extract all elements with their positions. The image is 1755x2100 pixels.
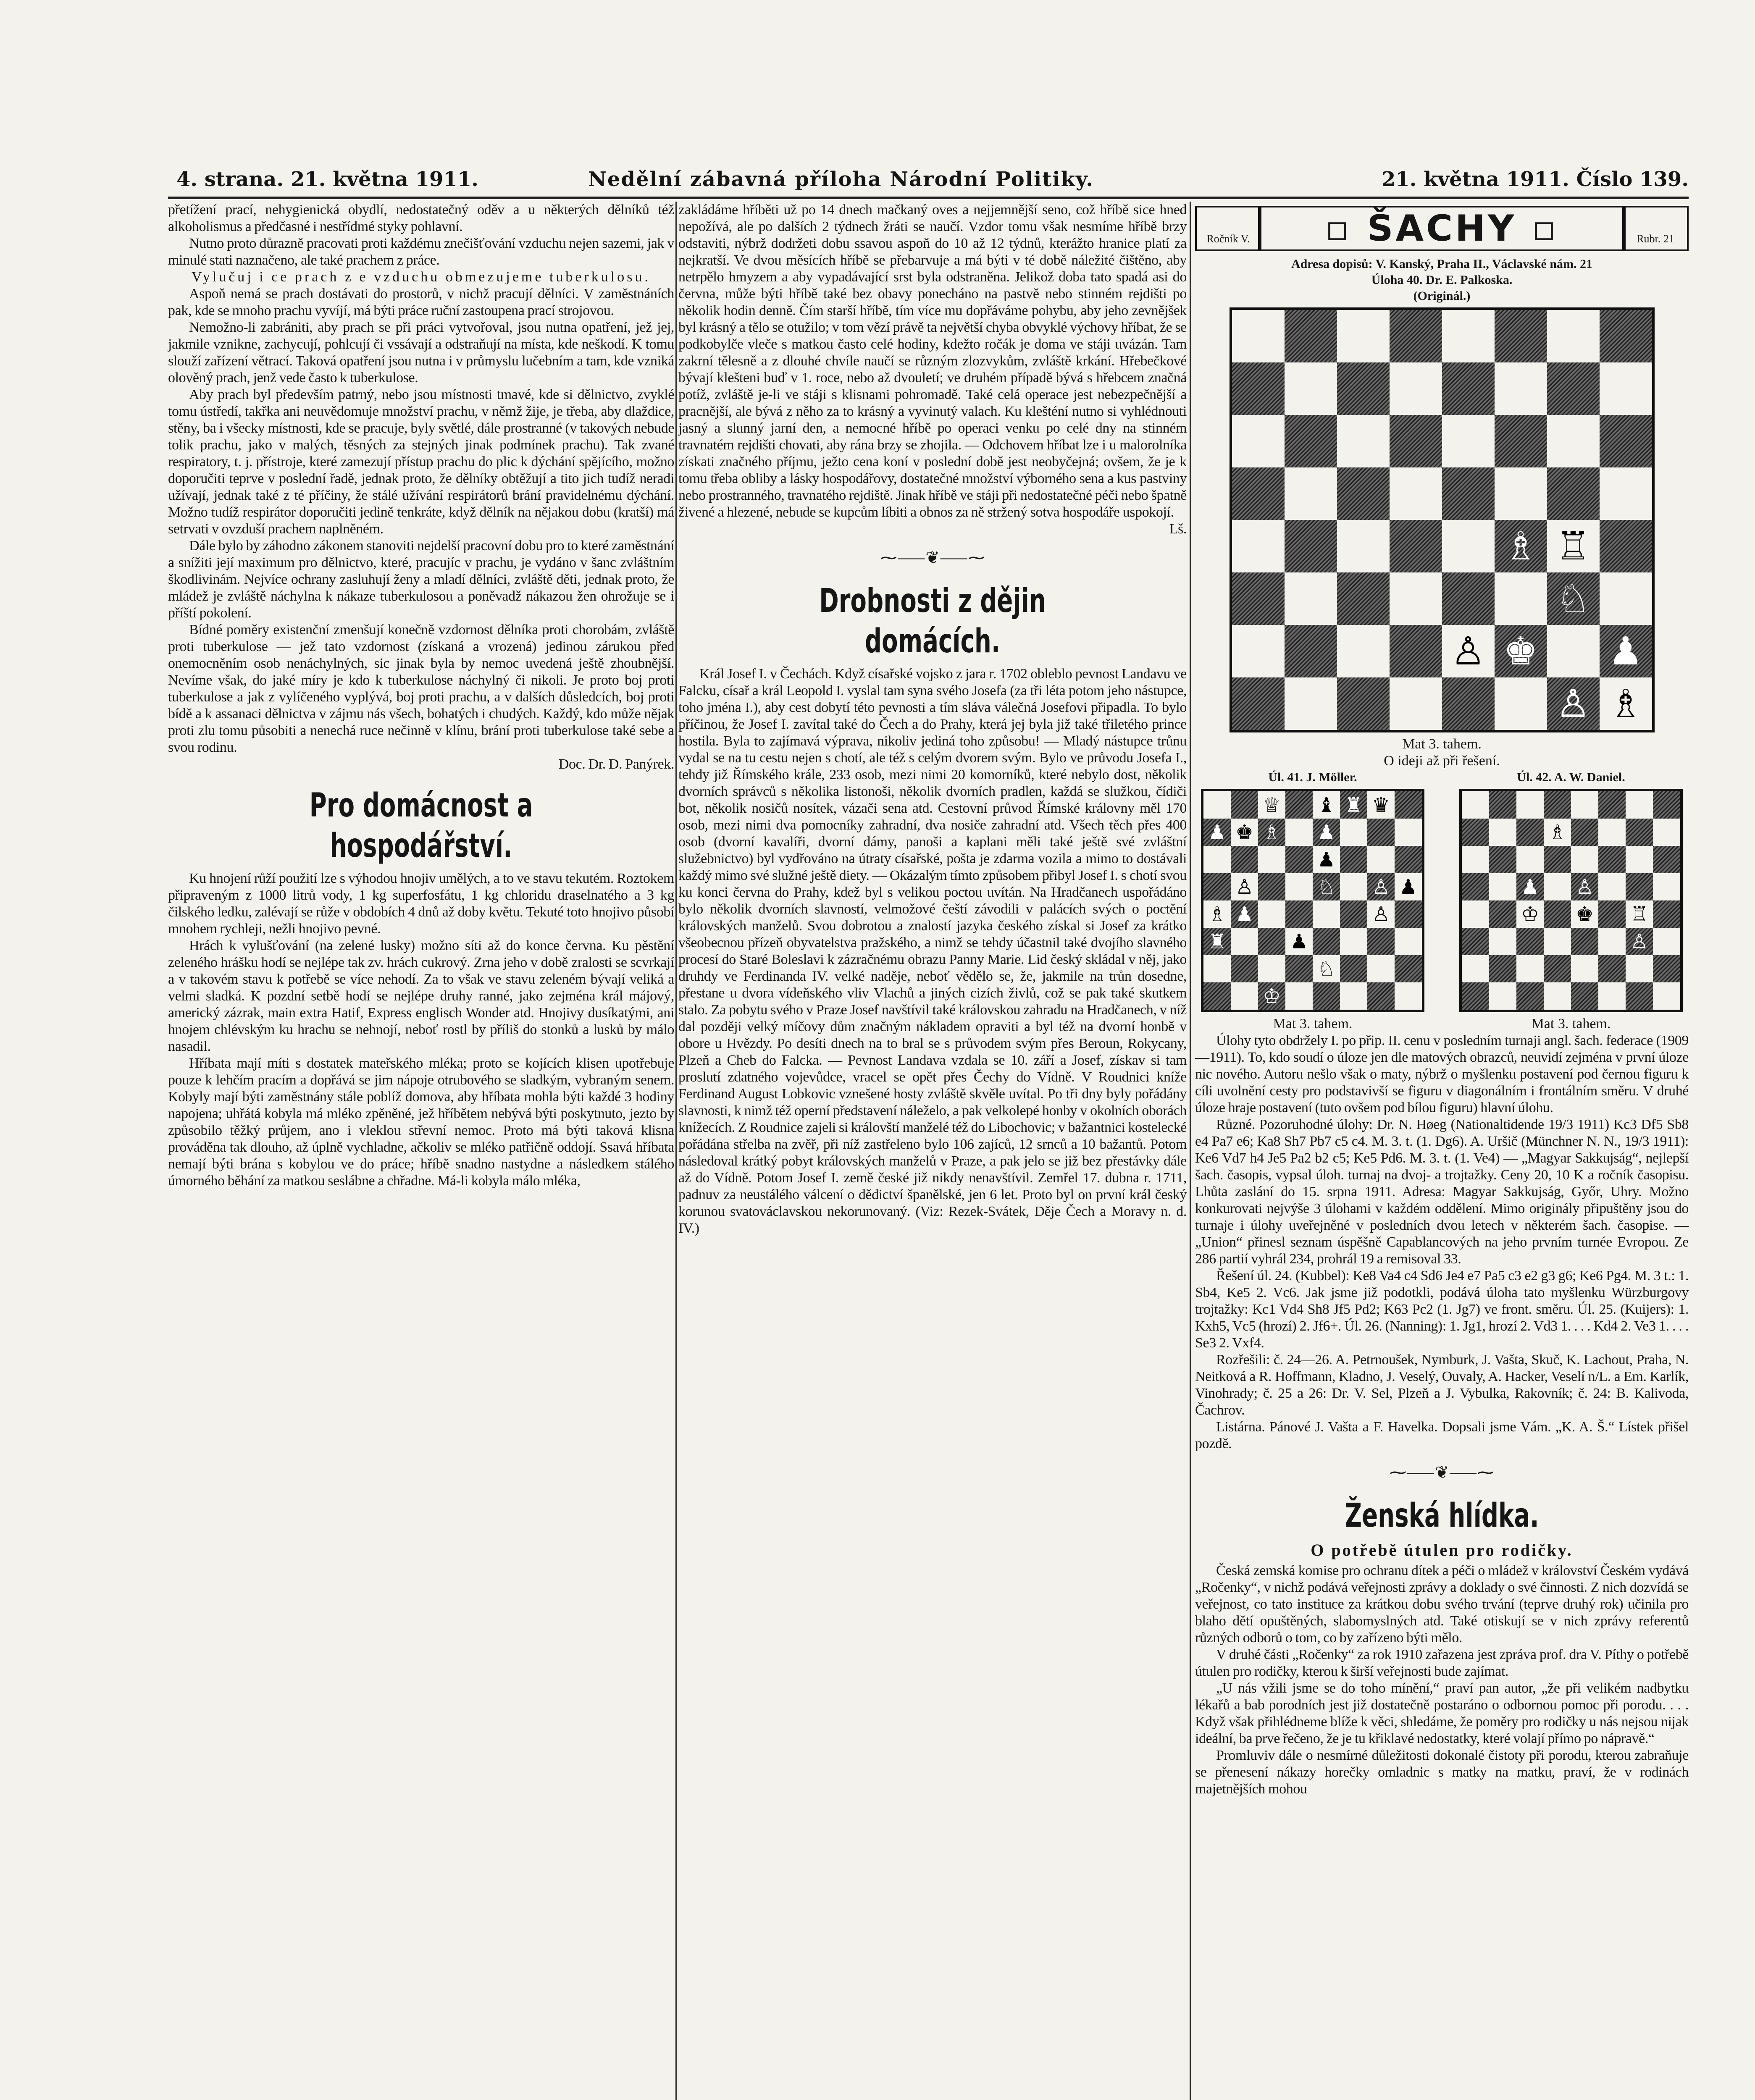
divider-ornament: ⁓⸺❦⸺⁓ — [1390, 1463, 1494, 1482]
board-square — [1571, 900, 1598, 928]
paragraph: Král Josef I. v Čechách. Když císařské vojsko z jara r. 1702 obleblo pevnost Landavu ve Falcku, císař a král Leopold I. vyslal tam syna svého Josefa (za tři léta potom jeho nástupce, toho jména I.), aby cest dobytí této pevnosti a tím sláva válečná Josefovi připadla. To bylo příčinou, že Josef I. zavítal také do Čech a do Prahy, která jej byla již také třiletého prince hostila. Byla to zajímavá výprava, nikoliv jediná toho způsobu! — Mladý nástupce trůnu vydal se na tu cestu nejen s chotí, ale též s celým dvorem svým. Bylo ve průvodu Josefa I., tehdy již Římského krále, 233 osob, mezi nimi 20 komorníků, které nebylo dost, několik dvorních správců s několika listonoši, několik dvorních pradlen, každá se služkou, čídiči bot, několik nosičů nosítek, vázači sena atd. Cestovní průvod Římské královny měl 170 osob, mezi nimi dva pomocníky zahradní, dva nosiče zahradní atd. Všech těch přes 400 osob (dvorní kavalíři, dvorní dámy, panoši a kaplani měli také ještě své zvláštní služebnictvo) byl vydřováno na útraty císařské, pošta je zdarma vozila a mimo to dostávali každý mimo své služné ještě diety. — Okázalým tímto způsobem přibyl Josef I. s chotí svou ku konci června do Prahy, kdež byl s velikou poctou uvítán. Na Hradčanech uspořádáno bylo několik dvorních slavností, velmožové čeští závodili v palácích svých o poctění královských manželů. Svou dobrotou a znalostí jazyka českého získal si Josef za krátko všeobecnou přízeň obyvatelstva pražského, a nimž se tehdy účastnil také dvojího slavného procesí do Staré Boleslavi k zázračnému obrazu Panny Marie. Lid český skládal v něj, jako druhdy ve Ferdinanda IV. velké naděje, neboť vědělo se, že, jakmile na trůn dosedne, přestane u dvora vídeňského vliv Vlachů a jiných cizích živlů, což se pak také skutkem stalo. Za pobytu svého v Praze Josef navštívil také královskou zahradu na Hradčanech, v níž dal později velký míčovy dům značným nákladem opraviti a byl též na dvorní honbě v obore u Hvězdy. Po desíti dnech na to bral se s průvodem svým přes Beroun, Rokycany, Plzeň a Cheb do Falcka. — Pevnost Landava vzdala se 10. září a Josef, získav si tam proslutí zdatného vojevůdce, vracel se opět přes Čechy do Vídně. V Roudnici kníže Ferdinand August Lobkovic vznešené hosty zvláště skvěle uvítal. Po tři dny byly pořádány slavnosti, k nimž též operní představení náleželo, a pak velkolepé honby v okolních oborách knížecích. Z Roudnice zajeli si královští manželé též do Libochovic; v bažantnici kostelecké pořádána střelba na zvěř, při níž zastřeleno bylo 106 zajíců, 12 srnců a 10 bažantů. Potom následoval krátký pobyt královských manželů v Praze, a pak jelo se již bez přestávky dále až do Vídně. Potom Josef I. země české již nikdy nenavštívil. Zemřel 17. dubna r. 1711, padnuv za neustálého válcení o dědictví španělské, jen 6 let. Proto byl on první král český korunou svatováclavskou nekorunovaný. (Viz: Rezek-Svátek, Děje Čech a Moravy n. d. IV.) — [678, 666, 1187, 1236]
board-square — [1547, 677, 1600, 730]
paragraph: Nutno proto důrazně pracovati proti každému znečišťování vzduchu nejen sazemi, jak v minulé stati naznačeno, ale také prachem z práce. — [168, 236, 674, 268]
chess-board-42 — [1459, 789, 1683, 1012]
board-square — [1367, 791, 1395, 819]
paragraph: Nemožno-li zabrániti, aby prach se při práci vytvořoval, jsou nutna opatření, jež jej, jakmile vznikne, zachycují, pohlcují či vssávají a odstraňují na místa, kde neškodí. K tomu slouží zařízení větrací. Taková opatření jsou nutna i v průmyslu lučebním a tam, kde vzniká olověný prach, jenž vede často k tuberkulose. — [168, 320, 674, 386]
board-square — [1337, 467, 1390, 520]
chess-piece-icon: ♕ — [1262, 793, 1281, 817]
board-square — [1367, 873, 1395, 900]
board-square — [1203, 955, 1231, 982]
board-square — [1285, 900, 1313, 928]
board-square — [1395, 928, 1422, 955]
board-square — [1340, 982, 1367, 1010]
board-square — [1462, 982, 1489, 1010]
chess-piece-icon: ♟ — [1235, 902, 1254, 926]
chess-piece-icon: ♚ — [1575, 902, 1594, 926]
chess-piece-icon: ♟ — [1399, 875, 1418, 899]
task-40-note: O ideji až při řešení. — [1384, 753, 1500, 769]
board-square — [1232, 625, 1285, 677]
board-square — [1547, 362, 1600, 415]
chess-piece-icon: ♗ — [1262, 820, 1281, 844]
board-square — [1285, 520, 1337, 572]
board-square — [1313, 819, 1340, 846]
board-square — [1231, 982, 1258, 1010]
emphasis-line: Vylučuj i ce prach z e vzduchu obmezujeme tuberkulosu. — [191, 269, 651, 285]
board-square — [1653, 846, 1680, 873]
board-square — [1231, 955, 1258, 982]
chess-piece-icon: ♙ — [1555, 681, 1591, 726]
board-square — [1231, 791, 1258, 819]
board-square — [1516, 819, 1544, 846]
header-date-left: 4. strana. 21. května 1911. — [176, 168, 478, 191]
board-square — [1462, 846, 1489, 873]
task-42-caption: Mat 3. tahem. — [1531, 1016, 1611, 1032]
board-square — [1598, 900, 1626, 928]
board-square — [1231, 900, 1258, 928]
board-square — [1390, 520, 1442, 572]
board-square — [1232, 572, 1285, 625]
chess-piece-icon: ♙ — [1235, 875, 1254, 899]
board-square — [1653, 928, 1680, 955]
board-square — [1232, 467, 1285, 520]
board-square — [1231, 819, 1258, 846]
board-square — [1495, 362, 1547, 415]
column-divider — [1190, 202, 1191, 2100]
task-40-original: (Originál.) — [1413, 289, 1471, 303]
board-square — [1203, 791, 1231, 819]
board-square — [1442, 625, 1495, 677]
chess-piece-icon: ♗ — [1608, 681, 1643, 726]
board-square — [1544, 900, 1571, 928]
board-square — [1600, 467, 1652, 520]
board-square — [1442, 310, 1495, 362]
task-40-caption: Mat 3. tahem. — [1402, 736, 1482, 752]
board-square — [1232, 362, 1285, 415]
chess-piece-icon: ♜ — [1344, 793, 1363, 817]
paragraph: Rozřešili: č. 24—26. A. Petrnoušek, Nymburk, J. Vašta, Skuč, K. Lachout, Praha, N. Neitková a R. Hoffmann, Kladno, J. Veselý, Ouvaly, A. Hacker, Veselí n/L. a Em. Karlík, Vinohrady; č. 25 a 26: Dr. V. Sel, Plzeň a J. Vybulka, Rakovník; č. 24: B. Kalivoda, Čachrov. — [1195, 1352, 1689, 1418]
board-square — [1571, 819, 1598, 846]
header-title: Nedělní zábavná příloha Národní Politiky. — [588, 168, 1094, 191]
board-square — [1337, 572, 1390, 625]
board-square — [1340, 873, 1367, 900]
task-41-title: Úl. 41. J. Möller. — [1268, 770, 1357, 784]
paragraph: přetížení prací, nehygienická obydlí, nedostatečný oděv a u některých dělníků též alkoholismus a předčasné i nestřídmé styky pohlavní. — [168, 202, 674, 234]
paragraph: Úlohy tyto obdržely I. po přip. II. cenu v posledním turnaji angl. šach. federace (1909—1911). To, kdo soudí o úloze jen dle matových obrazců, neuvidí zejména v první úloze nic nového. Autoru nešlo však o maty, nýbrž o myšlenku postavení pod černou figuru k cíli uvolnění cesty pro podstavivší se figuru v diagonálním i frontálním směru. V druhé úloze hraje postavení (tuto ovšem pod bílou figuru) hlavní úlohu. — [1195, 1033, 1689, 1116]
board-square — [1600, 625, 1652, 677]
board-square — [1285, 846, 1313, 873]
board-square — [1462, 873, 1489, 900]
board-square — [1544, 928, 1571, 955]
square-icon: ▫ — [1325, 207, 1367, 249]
board-square — [1337, 310, 1390, 362]
chess-title — [1258, 206, 1626, 251]
board-square — [1442, 467, 1495, 520]
board-square — [1231, 873, 1258, 900]
board-square — [1571, 955, 1598, 982]
board-square — [1367, 955, 1395, 982]
chess-piece-icon: ♝ — [1317, 793, 1336, 817]
task-41-caption: Mat 3. tahem. — [1273, 1016, 1353, 1032]
board-square — [1516, 928, 1544, 955]
board-square — [1285, 677, 1337, 730]
board-square — [1516, 982, 1544, 1010]
chess-piece-icon: ♗ — [1503, 524, 1538, 569]
board-square — [1600, 415, 1652, 467]
board-square — [1231, 928, 1258, 955]
chess-piece-icon: ♟ — [1521, 875, 1540, 899]
task-40-title: Úloha 40. Dr. E. Palkoska. — [1371, 273, 1513, 287]
board-square — [1313, 900, 1340, 928]
chess-piece-icon: ♗ — [1208, 902, 1227, 926]
board-square — [1313, 955, 1340, 982]
board-square — [1442, 362, 1495, 415]
board-square — [1598, 791, 1626, 819]
board-square — [1547, 415, 1600, 467]
board-square — [1313, 928, 1340, 955]
board-square — [1600, 520, 1652, 572]
column-1 — [168, 202, 674, 1189]
board-square — [1258, 846, 1285, 873]
board-square — [1600, 362, 1652, 415]
board-square — [1337, 625, 1390, 677]
board-square — [1258, 955, 1285, 982]
board-square — [1442, 677, 1495, 730]
board-square — [1395, 982, 1422, 1010]
chess-piece-icon: ♘ — [1317, 875, 1336, 899]
board-square — [1598, 873, 1626, 900]
board-square — [1489, 900, 1516, 928]
chess-piece-icon: ♜ — [1208, 929, 1227, 953]
board-square — [1232, 677, 1285, 730]
board-square — [1395, 791, 1422, 819]
board-square — [1337, 520, 1390, 572]
board-square — [1203, 819, 1231, 846]
chess-piece-icon: ♖ — [1630, 902, 1649, 926]
board-square — [1516, 846, 1544, 873]
paragraph: V druhé části „Ročenky“ za rok 1910 zařazena jest zpráva prof. dra V. Píthy o potřebě útulen pro rodičky, kterou k širší veřejnosti bude zajímat. — [1195, 1647, 1689, 1679]
column-3 — [1195, 202, 1689, 1798]
chess-piece-icon: ♟ — [1208, 820, 1227, 844]
section-heading: Pro domácnost a hospodářství. — [309, 787, 533, 865]
board-square — [1462, 900, 1489, 928]
chess-piece-icon: ♔ — [1262, 984, 1281, 1008]
chess-piece-icon: ♘ — [1317, 957, 1336, 981]
board-square — [1495, 625, 1547, 677]
board-square — [1495, 677, 1547, 730]
board-square — [1340, 955, 1367, 982]
chess-piece-icon: ♔ — [1521, 902, 1540, 926]
board-square — [1258, 873, 1285, 900]
board-square — [1489, 846, 1516, 873]
board-square — [1313, 873, 1340, 900]
board-square — [1495, 572, 1547, 625]
header-rule — [168, 197, 1689, 199]
board-square — [1340, 791, 1367, 819]
board-square — [1232, 520, 1285, 572]
board-square — [1395, 900, 1422, 928]
board-square — [1489, 928, 1516, 955]
board-square — [1285, 467, 1337, 520]
board-square — [1258, 819, 1285, 846]
board-square — [1462, 928, 1489, 955]
square-icon: ▫ — [1516, 207, 1559, 249]
board-square — [1285, 873, 1313, 900]
board-square — [1232, 310, 1285, 362]
board-square — [1285, 572, 1337, 625]
board-square — [1516, 873, 1544, 900]
chess-piece-icon: ♖ — [1555, 524, 1591, 569]
board-square — [1203, 928, 1231, 955]
board-square — [1489, 873, 1516, 900]
board-square — [1395, 955, 1422, 982]
paragraph: Bídné poměry existenční zmenšují konečně vzdornost dělníka proti chorobám, zvláště proti tuberkulose — jež tato vzdornost (získaná a vrozená) jedinou zárukou před onemocněním osob nenáchylných, sic jinak byla by nemoc uvedená ještě zhoubnější. Nevíme však, do jaké míry je kdo k tuberkulose náchylný či nikoli. Je proto boj proti tuberkulose a jak z vylíčeného vyplývá, boj proti prachu, a v dalších důsledcích, boj proti bídě a k assanaci dělnictva v zájmu nás všech, bohatých i chudých. Každý, kdo může nějak proti zlu tomu působiti a nenechá ruce nečinně v klínu, brání proti tuberkulose také sebe a svou rodinu. — [168, 622, 674, 755]
board-square — [1544, 982, 1571, 1010]
board-square — [1285, 955, 1313, 982]
board-square — [1489, 791, 1516, 819]
article-subtitle: O potřebě útulen pro rodičky. — [1311, 1541, 1573, 1559]
paragraph: Listárna. Pánové J. Vašta a F. Havelka. Dopsali jsme Vám. „K. A. Š.“ Lístek přišel pozdě. — [1195, 1419, 1689, 1452]
board-square — [1395, 846, 1422, 873]
board-square — [1626, 791, 1653, 819]
board-square — [1571, 873, 1598, 900]
board-square — [1285, 362, 1337, 415]
board-square — [1367, 900, 1395, 928]
board-square — [1653, 791, 1680, 819]
paragraph: Hříbata mají míti s dostatek mateřského mléka; proto se kojících klisen upotřebuje pouze k lehčím pracím a dopřává se jim nápoje otrubového se sladkým, vybraným senem. Kobyly mají býti zaměstnány stále poblíž domova, aby hříbata mohla býti každé 3 hodiny napojena; uhřátá kobyla má mléko zpěněné, jež hříbětem nebývá býti poskytnuto, jezto by způsobilo těžký průjem, ano i vleklou střevní nemoc. Proto má býti taková klisna prováděna tak dlouho, až úplně vychladne, ačkoliv se mléko patřičně oddojí. Ssavá hříbata nemají býti brána s kobylou ve do práce; hříbě snadno nastydne a následkem stálého úmorného běhání za matkou seslábne a chřadne. Má-li kobyla málo mléka, — [168, 1055, 674, 1189]
board-square — [1626, 955, 1653, 982]
chess-board-40 — [1230, 307, 1655, 732]
board-square — [1544, 846, 1571, 873]
board-square — [1495, 467, 1547, 520]
board-square — [1600, 677, 1652, 730]
board-square — [1258, 900, 1285, 928]
board-square — [1285, 791, 1313, 819]
board-square — [1626, 928, 1653, 955]
board-square — [1653, 873, 1680, 900]
board-square — [1653, 955, 1680, 982]
board-square — [1544, 955, 1571, 982]
paragraph: Aspoň nemá se prach dostávati do prostorů, v nichž pracují dělníci. V zaměstnáních pak, kde se mnoho prachu vyvíjí, má býti práce ruční zastoupena prací strojovou. — [168, 286, 674, 318]
board-square — [1489, 955, 1516, 982]
board-square — [1203, 982, 1231, 1010]
chess-piece-icon: ♙ — [1371, 875, 1390, 899]
paragraph: zakládáme hříběti už po 14 dnech mačkaný oves a nejjemnější seno, což hříbě sice hned nepožívá, ale po dalších 2 týdnech žráti se naučí. Vzdor tomu však nesmíme hříbě brzy odstaviti, nýbrž dodržeti dobu ssavou aspoň do 10 až 12 týdnů, kterážto hranice platí za nejkratší. Ve dvou měsících hříbě se přebarvuje a má býti v té době náležité čištěno, aby netrpělo hmyzem a aby vypadávající srst byla odstraněna. Jelikož doba tato spadá asi do června, může býti hříbě také bez obavy ponecháno na pastvě nebo stinném rejdišti po několik hodin denně. Čím starší hříbě, tím více mu dopřáváme pohybu, aby jeho zevnějšek byl krásný a tělo se otužilo; v tom vězí právě ta největší chyba obvyklé výchovy hříbat, že se podkobylče vleče s matkou často celé hodiny, kdežto ročák je doma ve stáji uvázán. Tam zakrní tělesně a z dlouhé chvíle naučí se různým zlozvykům, zvláště krkání. Hřebečkové bývají klešteni buď v 1. roce, nebo až dvouletí; ve druhém případě bývá s hřebcem značná potíž, zvláště je-li ve stáji s klisnami pohromadě. Také celá operace jest nebezpečnější a pracnější, ale bývá z něho za to krásný a vyvinutý valach. Ku klešténí nutno si vyhlédnouti jasný a slunný jarní den, a nemocné hříbě po operaci venku po celé dny na stinném travnatém rejdišti chovati, aby rána brzy se zhojila. — Odchovem hříbat lze i u malorolníka získati značného příjmu, ježto cena koní v poslední době jest neobyčejná; ovšem, že je k tomu třeba obliby a lásky hospodářovy, dostatečné množství výborného sena a kus pastviny nebo prostranného, travnatého rejdiště. Jinak hříbě ve stáji při nedostatečné péči nebo špatně živené a hlezené, nebude se kupcům líbiti a obnos za ně stržený sotva hospodáře uspokojí. — [678, 202, 1187, 520]
paragraph: Řešení úl. 24. (Kubbel): Ke8 Va4 c4 Sd6 Je4 e7 Pa5 c3 e2 g3 g6; Ke6 Pg4. M. 3 t.: 1. Sb4, Ke5 2. Vc6. Jak jsme již podotkli, podává úloha tato myšlenku Würzburgovy trojtažky: Kc1 Vd4 Sh8 Jf5 Pd2; K63 Pc2 (1. Jg7) ve front. směru. Úl. 25. (Kuijers): 1. Kxh5, Vc5 (hrozí) 2. Jf6+. Úl. 26. (Nanning): 1. Jg1, hrozí 2. Vd3 1. . . . Kd4 2. Ve3 1. . . . Se3 2. Vxf4. — [1195, 1268, 1689, 1351]
board-square — [1600, 310, 1652, 362]
chess-piece-icon: ♘ — [1555, 576, 1591, 621]
chess-piece-icon: ♙ — [1575, 875, 1594, 899]
board-square — [1571, 791, 1598, 819]
board-square — [1626, 982, 1653, 1010]
board-square — [1442, 572, 1495, 625]
board-square — [1516, 955, 1544, 982]
board-square — [1544, 873, 1571, 900]
paragraph: Ku hnojení růží použití lze s výhodou hnojiv umělých, a to ve stavu tekutém. Roztokem připraveným z 1000 litrů vody, 1 kg superfosfátu, 1 kg chloridu draselnatého a 3 kg čilského ledku, zalévají se růže v obdobích 4 dnů až doby květu. Tekuté toto hnojivo působí mnohem rychleji, nežli hnojivo pevné. — [168, 871, 674, 937]
board-square — [1340, 928, 1367, 955]
task-42-title: Úl. 42. A. W. Daniel. — [1517, 770, 1625, 784]
board-square — [1340, 819, 1367, 846]
board-square — [1547, 467, 1600, 520]
chess-piece-icon: ♚ — [1503, 629, 1538, 674]
chess-piece-icon: ♚ — [1235, 820, 1254, 844]
board-square — [1390, 625, 1442, 677]
chess-piece-icon: ♟ — [1317, 820, 1336, 844]
board-square — [1285, 928, 1313, 955]
paragraph: „U nás vžili jsme se do toho mínění,“ praví pan autor, „že při velikém nadbytku lékařů a bab porodních jest již dostatečně postaráno o odbornou pomoc při porodu. . . . Když však přihlédneme blíže k věci, shledáme, že poměry pro rodičky u nás nejsou nijak ideální, ba prve řečeno, že je tu křiklavé nedostatky, které volají přímo po nápravě.“ — [1195, 1680, 1689, 1746]
board-square — [1258, 982, 1285, 1010]
paragraph: Hrách k vylušťování (na zelené lusky) možno síti až do konce června. Ku pěstění zeleného hrášku hodí se nejlépe tak zv. hrách cukrový. Zrna jeho v době zralosti se scvrkají a v takovém stavu k potřebě se více nehodí. Za to však ve stavu zeleném bývají veliká a velmi sladká. K pozdní setbě hodí se nejlépe druhy ranné, jako zejména král májový, americký zázrak, main extra Hatif, Express englisch Wonder atd. Hnojivy dusíkatými, ani hnojem chlévským ku hrachu se nehnojí, neboť rostl by příliš do stonků a lusků by málo nasadil. — [168, 938, 674, 1054]
board-square — [1547, 625, 1600, 677]
board-square — [1395, 873, 1422, 900]
board-square — [1367, 846, 1395, 873]
header-date-right: 21. května 1911. Číslo 139. — [1381, 168, 1689, 191]
board-square — [1390, 310, 1442, 362]
board-square — [1495, 310, 1547, 362]
board-square — [1516, 791, 1544, 819]
board-square — [1203, 900, 1231, 928]
board-square — [1390, 415, 1442, 467]
board-square — [1313, 982, 1340, 1010]
board-square — [1495, 520, 1547, 572]
section-heading: Drobnosti z dějin domácích. — [819, 582, 1046, 660]
board-square — [1367, 928, 1395, 955]
chess-piece-icon: ♙ — [1630, 929, 1649, 953]
chess-piece-icon: ♟ — [1317, 848, 1336, 872]
board-square — [1231, 846, 1258, 873]
board-square — [1442, 415, 1495, 467]
board-square — [1653, 819, 1680, 846]
board-square — [1232, 415, 1285, 467]
board-square — [1313, 791, 1340, 819]
chess-board-41 — [1201, 789, 1424, 1012]
board-square — [1462, 819, 1489, 846]
board-square — [1285, 625, 1337, 677]
board-square — [1258, 791, 1285, 819]
board-square — [1462, 791, 1489, 819]
column-divider — [675, 202, 677, 2100]
chess-title-text: ŠACHY — [1367, 207, 1517, 249]
board-square — [1367, 819, 1395, 846]
board-square — [1313, 846, 1340, 873]
column-2 — [678, 202, 1187, 1237]
board-square — [1571, 928, 1598, 955]
board-square — [1285, 415, 1337, 467]
board-square — [1598, 928, 1626, 955]
chess-piece-icon: ♗ — [1548, 820, 1567, 844]
chess-piece-icon: ♛ — [1371, 793, 1390, 817]
divider-ornament: ⁓⸺❦⸺⁓ — [880, 548, 985, 567]
paragraph: Dále bylo by záhodno zákonem stanoviti nejdelší pracovní dobu pro to které zaměstnání a snížiti její maximum pro dělnictvo, které, pracujíc v prachu, je vydáno v šanc zvláštním škodlivinám. Nejvíce ochrany zasluhují ženy a mladí dělníci, zvláště děti, jednak proto, že mládež je zvláště náchylna k nákaze tuberkulosou a poněvadž nákazou žen ohrožuje se i příští pokolení. — [168, 538, 674, 621]
board-square — [1337, 677, 1390, 730]
board-square — [1626, 846, 1653, 873]
board-square — [1337, 362, 1390, 415]
board-square — [1203, 873, 1231, 900]
board-square — [1285, 982, 1313, 1010]
chess-address: Adresa dopisů: V. Kanský, Praha II., Václavské nám. 21 — [1291, 257, 1593, 271]
board-square — [1390, 677, 1442, 730]
board-square — [1489, 982, 1516, 1010]
board-square — [1340, 900, 1367, 928]
chess-piece-icon: ♙ — [1450, 629, 1486, 674]
chess-piece-icon: ♙ — [1371, 902, 1390, 926]
author-signature: Doc. Dr. D. Panýrek. — [558, 756, 674, 772]
board-square — [1442, 520, 1495, 572]
chess-piece-icon: ♟ — [1608, 629, 1643, 674]
board-square — [1600, 572, 1652, 625]
board-square — [1571, 846, 1598, 873]
board-square — [1571, 982, 1598, 1010]
page-header — [176, 165, 1689, 194]
paragraph: Česká zemská komise pro ochranu dítek a péči o mládež v království Českém vydává „Ročenky“, v nichž podává veřejnosti zprávy a doklady o své činnosti. Z nich dozvídá se veřejnost, co tato instituce za krátkou dobu svého trvání (teprve druhý rok) učinila pro blaho dětí opuštěných, slabomyslných atd. Také otiskují se v nich zprávy referentů různých odborů o tom, co by zařízeno býti mělo. — [1195, 1563, 1689, 1646]
board-square — [1598, 846, 1626, 873]
chess-pair — [1195, 769, 1689, 1032]
board-square — [1367, 982, 1395, 1010]
board-square — [1626, 873, 1653, 900]
board-square — [1390, 362, 1442, 415]
chess-piece-icon: ♟ — [1290, 929, 1308, 953]
board-square — [1395, 819, 1422, 846]
board-square — [1489, 819, 1516, 846]
board-square — [1516, 900, 1544, 928]
board-square — [1598, 955, 1626, 982]
board-square — [1495, 415, 1547, 467]
board-square — [1626, 819, 1653, 846]
board-square — [1340, 846, 1367, 873]
paragraph: Aby prach byl především patrný, nebo jsou místnosti tmavé, kde si dělnictvo, zvyklé tomu ústředí, takřka ani neuvědomuje množství prachu, v němž žije, je třeba, aby dlaždice, stěny, ba i všecky místnosti, kde se pracuje, byly světlé, dále prostranné (v takových nebude tolik prachu, jako v malých, těsných za stejných jinak podmínek prachu). Tak zvané respiratory, t. j. přístroje, které zamezují přístup prachu do plic k dýchání spějícího, možno doporučiti teprve v poslední řadě, jednak proto, že dělníky obtěžují a tito jich tudíž neradi užívají, jednak také z té příčiny, že stálé užívání respirátorů brání pravidelnému dýchání. Možno tudíž respirátor doporučiti jedině tenkráte, když dělník na nějakou dobu (kratší) má setrvati v ovzduší prachem naplněném. — [168, 387, 674, 537]
board-square — [1598, 982, 1626, 1010]
author-signature: Lš. — [1169, 521, 1187, 537]
board-square — [1390, 572, 1442, 625]
board-square — [1544, 819, 1571, 846]
board-square — [1598, 819, 1626, 846]
board-square — [1544, 791, 1571, 819]
chess-rubrika: Rubr. 21 — [1622, 206, 1689, 251]
board-square — [1547, 310, 1600, 362]
chess-rocnik: Ročník V. — [1195, 206, 1261, 251]
chess-banner — [1195, 206, 1689, 252]
board-square — [1285, 819, 1313, 846]
board-square — [1653, 900, 1680, 928]
board-square — [1337, 415, 1390, 467]
board-square — [1626, 900, 1653, 928]
board-square — [1285, 310, 1337, 362]
board-square — [1547, 520, 1600, 572]
paragraph: Různé. Pozoruhodné úlohy: Dr. N. Høeg (Nationaltidende 19/3 1911) Kc3 Df5 Sb8 e4 Pa7 e6; Ka8 Sh7 Pb7 c5 c4. M. 3. t. (1. Dg6). A. Uršič (Münchner N. N., 19/3 1911): Ke6 Vd7 h4 Je5 Pa2 b2 c5; Ke5 Pd6. M. 3. t. (1. Ve4) — „Magyar Sakkujság“, nejlepší šach. časopis, vypsal úloh. turnaj na dvoj- a trojtažky. Ceny 20, 10 K a ročník časopisu. Lhůta zaslání do 15. srpna 1911. Adresa: Magyar Sakkujság, Győr, Uhry. Možno konkurovati nejvýše 3 úlohami v každém oddělení. Mimo originály připuštěny jsou do turnaje i úlohy uveřejněné v posledních dvou letech v některém šach. časopise. — „Union“ přinesl seznam úspěšně Capablancových na jeho prvním turnée Evropou. Ze 286 partií vyhrál 234, prohrál 19 a remisoval 33. — [1195, 1117, 1689, 1267]
board-square — [1653, 982, 1680, 1010]
board-square — [1547, 572, 1600, 625]
section-heading: Ženská hlídka. — [1345, 1497, 1539, 1535]
paragraph: Promluviv dále o nesmírné důležitosti dokonalé čistoty při porodu, kterou zabraňuje se přenesení nákazy horečky omladnic s matky na matku, praví, že v rodinách majetnějších mohou — [1195, 1748, 1689, 1797]
board-square — [1462, 955, 1489, 982]
board-square — [1203, 846, 1231, 873]
board-square — [1390, 467, 1442, 520]
board-square — [1258, 928, 1285, 955]
